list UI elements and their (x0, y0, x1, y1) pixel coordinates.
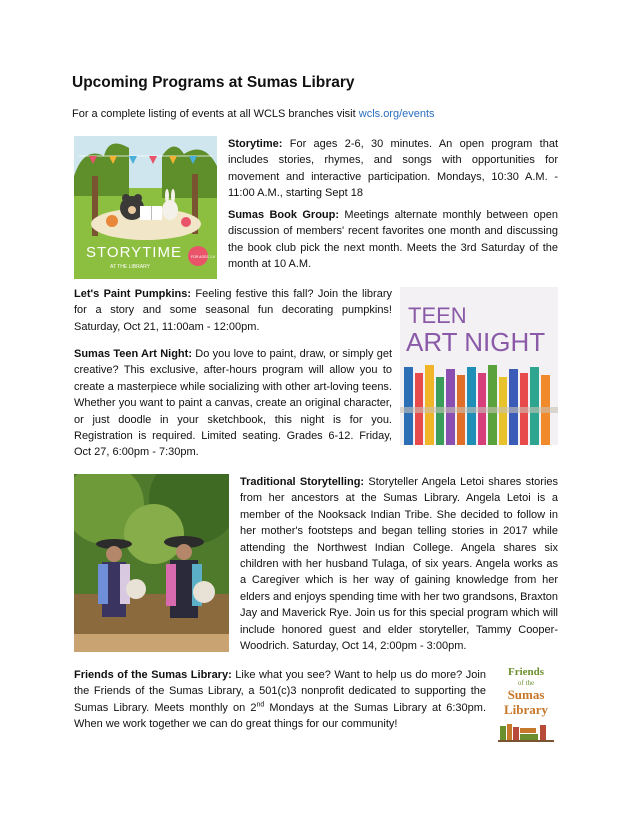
storytime-image-subtitle: AT THE LIBRARY (110, 264, 150, 270)
teen-art-line1: TEEN (408, 303, 467, 328)
friends-logo-line1: Friends (507, 666, 545, 678)
teen-art-line2: ART NIGHT (406, 327, 546, 357)
friends-logo (494, 662, 558, 744)
book-group-body: Meetings alternate monthly between open discussion of members' recent favorites one month and discussing the book club pick the next month. Meets the 3rd Saturday of the month at 10 A.M. (228, 209, 559, 271)
friends-logo-line2: of the (517, 679, 535, 687)
intro-text: For a complete listing of events at all WCLS branches visit (72, 108, 356, 120)
friends-body-a: Like what you see? Want to help us do more? Join the Friends of the Sumas Library, a 501(c)3 nonprofit dedicated to supporting the Sumas Library. Meets monthly on 2 (74, 669, 486, 714)
friends-body-b: Mondays at the Sumas Library at 6:30pm. When we work together we can do great things for our community! (74, 701, 487, 731)
paint-pumpkins-title: Let's Paint Pumpkins: (74, 288, 192, 300)
teen-art-night-paragraph (74, 346, 392, 461)
teen-art-night-image (400, 287, 558, 445)
storytime-paragraph (228, 136, 558, 202)
storytime-image-title: STORYTIME (86, 244, 182, 261)
page-title: Upcoming Programs at Sumas Library (72, 74, 355, 91)
friends-body-sup: nd (256, 701, 265, 709)
paint-pumpkins-paragraph (74, 286, 392, 335)
storytime-image-badge: FOR AGES 2-6 (191, 255, 215, 259)
friends-logo-line4: Library (503, 702, 549, 717)
friends-title: Friends of the Sumas Library: (74, 669, 232, 681)
intro-line (72, 108, 435, 120)
storytime-body: For ages 2-6, 30 minutes. An open program that includes stories, rhymes, and songs with opportunities for movement and interactive participation. Mondays, 10:30 A.M. - 11:00 A.M., starting Sept 18 (228, 138, 558, 200)
teen-art-night-body: Do you love to paint, draw, or simply get creative? This exclusive, after-hours program will allow you to create a masterpiece while socializing with other art-loving teens. Whether you want to paint a canvas, create an original character, or just doodle in your sketchbook, this night is for you. Registration is required. Limited seating. Grades 6-12. Friday, Oct 27, 6:00pm - 7:30pm. (74, 348, 393, 459)
storytelling-body: Storyteller Angela Letoi shares stories from her ancestors at the Sumas Library. Angela Letoi is a member of the Nooksack Indian Tribe. She decided to follow in her mother's footsteps and began telling stories in 2017 while attending the Northwest Indian College. Angela shares six children with her husband Tulaga, of six years. Angela works as a Caregiver which is her way of gaining knowledge from her elders and enjoys spending time with her two grandsons, Braxton Jay and Maverick Rye. Join us for this special program which will include honored guest and elder storyteller, Tammy Cooper-Woodrich. Saturday, Oct 14, 2:00pm - 3:00pm. (240, 476, 559, 653)
storytelling-paragraph (240, 474, 558, 654)
book-group-paragraph (228, 207, 558, 273)
storytime-title: Storytime: (228, 138, 283, 150)
storytelling-title: Traditional Storytelling: (240, 476, 365, 488)
friends-logo-line3: Sumas (507, 687, 545, 702)
teen-art-night-title: Sumas Teen Art Night: (74, 348, 192, 360)
storytelling-photo (74, 474, 229, 652)
storytime-image (74, 136, 217, 279)
events-link[interactable]: wcls.org/events (358, 108, 435, 120)
friends-paragraph (74, 667, 486, 733)
book-group-title: Sumas Book Group: (228, 209, 340, 221)
paint-pumpkins-body: Feeling festive this fall? Join the library for a story and some seasonal fun decorating pumpkins! Saturday, Oct 21, 11:00am - 12:00pm. (74, 288, 392, 333)
